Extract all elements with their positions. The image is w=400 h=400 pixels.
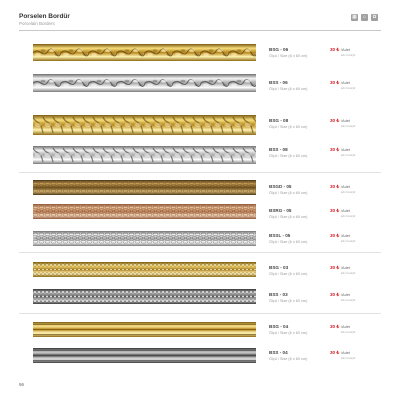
product-price: 30 ₺ [330,47,340,52]
header-icons [351,14,378,21]
product-code: BSS - 08 [269,147,288,152]
vat-note: kdv hariçtir [341,330,356,334]
border-tile-image [33,322,256,337]
product-price: 30 ₺ [330,233,340,238]
product-code: BSGD - 05 [269,184,292,189]
price-unit: /Adet [341,292,350,297]
product-price: 30 ₺ [330,208,340,213]
product-size: Ölçü / Size (6 x 60 cm) [269,87,308,91]
vat-note: kdv hariçtir [341,86,356,90]
product-size: Ölçü / Size (6 x 60 cm) [269,54,308,58]
price-unit: /Adet [341,208,350,213]
product-size: Ölçü / Size (6 x 60 cm) [269,240,308,244]
vat-note: kdv hariçtir [341,214,356,218]
vat-note: kdv hariçtir [341,239,356,243]
product-price: 30 ₺ [330,147,340,152]
border-tile-image [33,231,256,246]
product-price: 30 ₺ [330,118,340,123]
product-code: BSG - 04 [269,324,289,329]
product-size: Ölçü / Size (6 x 60 cm) [269,357,308,361]
page-number: 96 [19,382,25,387]
product-price: 30 ₺ [330,324,340,329]
page-subtitle: Porcelain Borders [19,21,55,26]
price-unit: /Adet [341,350,350,355]
product-size: Ölçü / Size (6 x 60 cm) [269,215,308,219]
product-code: BSSL - 05 [269,233,291,238]
product-code: BSS - 06 [269,80,288,85]
product-size: Ölçü / Size (6 x 60 cm) [269,154,308,158]
price-unit: /Adet [341,233,350,238]
vat-note: kdv hariçtir [341,53,356,57]
product-code: BSRG - 05 [269,208,292,213]
product-code: BSS - 03 [269,292,288,297]
page-title: Porselen Bordür [19,13,70,20]
vat-note: kdv hariçtir [341,298,356,302]
product-code: BSG - 03 [269,265,289,270]
price-unit: /Adet [341,265,350,270]
home-icon: ⌂ [362,14,367,20]
product-size: Ölçü / Size (6 x 60 cm) [269,272,308,276]
vat-note: kdv hariçtir [341,124,356,128]
product-price: 30 ₺ [330,292,340,297]
product-code: BSG - 08 [269,118,289,123]
price-unit: /Adet [341,324,350,329]
product-price: 30 ₺ [330,80,340,85]
border-tile-image [33,180,256,195]
product-size: Ölçü / Size (6 x 60 cm) [269,125,308,129]
building-icon: ▦ [352,14,357,20]
border-tile-image [33,44,256,61]
price-unit: /Adet [341,80,350,85]
border-tile-image [33,74,256,92]
border-tile-image [33,146,256,164]
product-code: BSG - 06 [269,47,289,52]
group-divider [19,252,381,253]
product-code: BSS - 04 [269,350,288,355]
border-tile-image [33,262,256,277]
price-unit: /Adet [341,47,350,52]
header-divider [19,30,381,31]
price-unit: /Adet [341,118,350,123]
vat-note: kdv hariçtir [341,153,356,157]
border-tile-image [33,289,256,304]
vat-note: kdv hariçtir [341,271,356,275]
product-price: 30 ₺ [330,265,340,270]
product-size: Ölçü / Size (6 x 60 cm) [269,331,308,335]
border-tile-image [33,348,256,363]
price-unit: /Adet [341,184,350,189]
vat-note: kdv hariçtir [341,356,356,360]
price-unit: /Adet [341,147,350,152]
product-size: Ölçü / Size (6 x 60 cm) [269,299,308,303]
product-price: 30 ₺ [330,184,340,189]
border-tile-image [33,115,256,135]
vat-note: kdv hariçtir [341,190,356,194]
group-divider [19,313,381,314]
group-divider [19,172,381,173]
border-tile-image [33,204,256,219]
product-size: Ölçü / Size (6 x 60 cm) [269,191,308,195]
product-price: 30 ₺ [330,350,340,355]
flower-icon: ✿ [372,14,377,20]
